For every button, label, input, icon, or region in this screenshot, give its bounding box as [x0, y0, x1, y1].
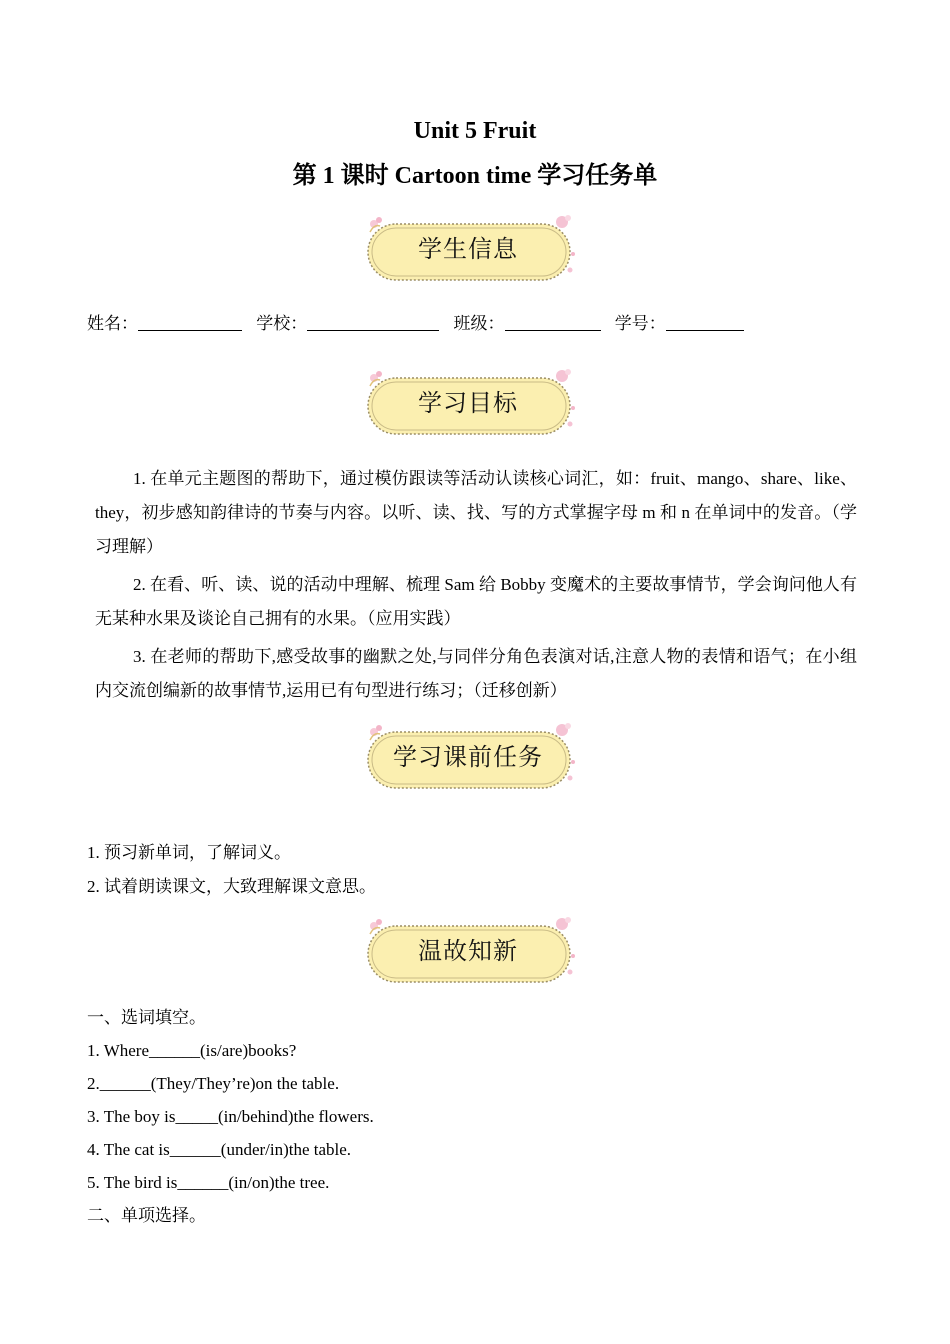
name-label: 姓名：	[87, 314, 138, 333]
section-label: 学习课前任务	[393, 742, 543, 771]
class-field[interactable]	[505, 312, 601, 331]
class-label: 班级：	[453, 314, 505, 333]
exercise-item-1: 1. Where______(is/are)books?	[87, 1041, 297, 1060]
id-label: 学号：	[614, 314, 666, 333]
objective-1: 1. 在单元主题图的帮助下，通过模仿跟读等活动认读核心词汇，如：fruit、mango、share、like、they，初步感知韵律诗的节奏与内容。以听、读、找、写的方式掌握字母 m 和 n 在单词中的发音。（学习理解）	[95, 469, 857, 556]
part1-heading: 一、选词填空。	[87, 1008, 206, 1027]
objective-2: 2. 在看、听、读、说的活动中理解、梳理 Sam 给 Bobby 变魔术的主要故事情节，学会询问他人有无某种水果及谈论自己拥有的水果。（应用实践）	[95, 575, 857, 628]
exercise-item-5: 5. The bird is______(in/on)the tree.	[87, 1173, 330, 1192]
school-field[interactable]	[307, 312, 439, 331]
section-badge-student-info	[362, 214, 580, 286]
section-label: 学生信息	[418, 234, 518, 263]
doc-subtitle: 第 1 课时 Cartoon time 学习任务单	[292, 163, 658, 189]
section-badge-objectives	[362, 368, 580, 440]
pre-task-2: 2. 试着朗读课文，大致理解课文意思。	[87, 877, 376, 896]
exercise-item-4: 4. The cat is______(under/in)the table.	[87, 1140, 352, 1159]
section-label: 温故知新	[418, 936, 518, 965]
section-badge-review	[362, 916, 580, 988]
pre-task-1: 1. 预习新单词，了解词义。	[87, 843, 291, 862]
part2-heading: 二、单项选择。	[87, 1206, 206, 1225]
doc-title: Unit 5 Fruit	[413, 118, 537, 144]
objective-3: 3. 在老师的帮助下,感受故事的幽默之处,与同伴分角色表演对话,注意人物的表情和语气；在小组内交流创编新的故事情节,运用已有句型进行练习；（迁移创新）	[95, 647, 857, 700]
id-field[interactable]	[666, 312, 744, 331]
name-field[interactable]	[138, 312, 242, 331]
section-label: 学习目标	[418, 388, 518, 417]
exercise-item-2: 2.______(They/They’re)on the table.	[87, 1074, 340, 1093]
exercise-item-3: 3. The boy is_____(in/behind)the flowers.	[87, 1107, 374, 1126]
student-info-row	[87, 312, 754, 336]
section-badge-pre-tasks	[362, 722, 580, 794]
school-label: 学校：	[256, 314, 308, 333]
